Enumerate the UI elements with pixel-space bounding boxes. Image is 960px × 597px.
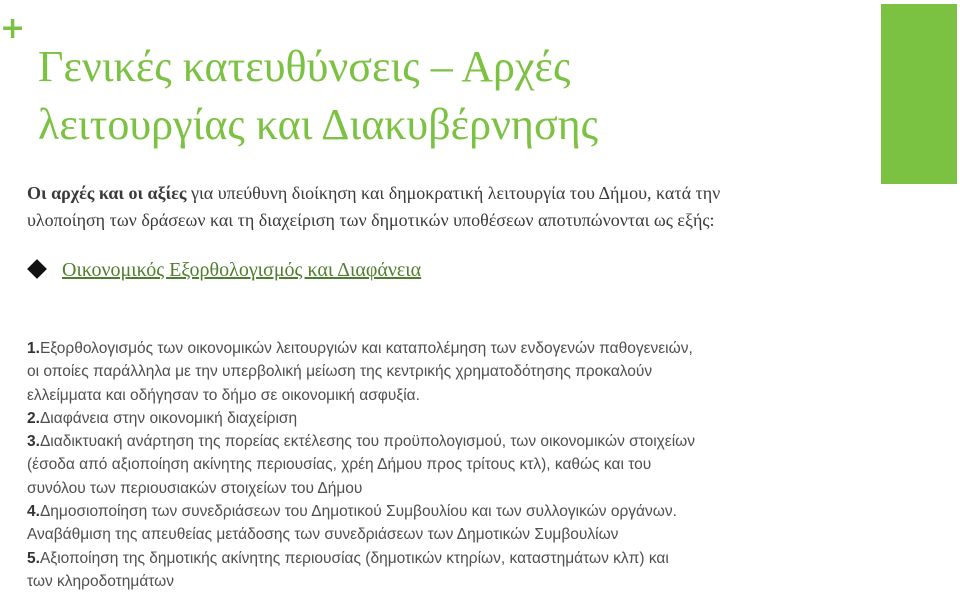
list-item-line: Εξορθολογισμός των οικονομικών λειτουργιών και καταπολέμηση των ενδογενών παθογενειών, bbox=[39, 340, 693, 357]
list-item bbox=[27, 547, 847, 594]
list-item-number: 3. bbox=[27, 433, 40, 451]
list-item-line: οι οποίες παράλληλα με την υπερβολική μείωση της κεντρικής χρηματοδότησης προκαλούν bbox=[27, 363, 653, 381]
list-item-number: 5. bbox=[27, 549, 40, 567]
plus-decoration: + bbox=[0, 11, 26, 46]
section-heading-text: Οικονομικός Εξορθολογισμός και Διαφάνεια bbox=[62, 259, 422, 281]
title-line-2: λειτουργίας και Διακυβέρνησης bbox=[38, 100, 599, 149]
list-item-line: Δημοσιοποίηση των συνεδριάσεων του Δημοτικού Συμβουλίου και των συλλογικών οργάνων. bbox=[39, 503, 677, 521]
numbered-list bbox=[27, 337, 847, 593]
intro-bold-text: Οι αρχές και οι αξίες bbox=[27, 183, 187, 203]
list-item bbox=[27, 500, 847, 547]
list-item-number: 2. bbox=[27, 409, 40, 427]
list-item-line: Αξιοποίηση της δημοτικής ακίνητης περιουσίας (δημοτικών κτηρίων, καταστημάτων κλπ) και bbox=[39, 549, 669, 567]
green-accent-block bbox=[881, 4, 957, 184]
list-item-line: συνόλου των περιουσιακών στοιχείων του Δήμου bbox=[27, 479, 363, 497]
intro-paragraph bbox=[27, 180, 857, 234]
intro-text-line-2: υλοποίηση των δράσεων και τη διαχείριση των δημοτικών υποθέσεων αποτυπώνονται ως εξής: bbox=[27, 210, 715, 230]
section-heading bbox=[30, 257, 630, 283]
list-item-number: 1. bbox=[27, 340, 40, 357]
intro-text-line-1: για υπεύθυνη διοίκηση και δημοκρατική λειτουργία του Δήμου, κατά την bbox=[186, 183, 721, 203]
list-item bbox=[27, 430, 847, 500]
slide-title bbox=[38, 38, 858, 154]
diamond-bullet-icon bbox=[27, 260, 47, 280]
title-line-1: Γενικές κατευθύνσεις – Αρχές bbox=[38, 42, 571, 91]
list-item-line: Διαφάνεια στην οικονομική διαχείριση bbox=[39, 409, 298, 427]
list-item-line: (έσοδα από αξιοποίηση ακίνητης περιουσίας, χρέη Δήμου προς τρίτους κτλ), καθώς και του bbox=[27, 456, 652, 474]
list-item-line: των κληροδοτημάτων bbox=[27, 572, 175, 590]
list-item-number: 4. bbox=[27, 503, 40, 521]
list-item-line: Αναβάθμιση της απευθείας μετάδοσης των συνεδριάσεων των Δημοτικών Συμβουλίων bbox=[27, 526, 619, 544]
list-item bbox=[27, 407, 847, 430]
list-item-line: Διαδικτυακή ανάρτηση της πορείας εκτέλεσης του προϋπολογισμού, των οικονομικών στοιχείων bbox=[39, 433, 695, 451]
list-item bbox=[27, 337, 847, 407]
list-item-line: ελλείμματα και οδήγησαν το δήμο σε οικονομική ασφυξία. bbox=[27, 386, 420, 404]
